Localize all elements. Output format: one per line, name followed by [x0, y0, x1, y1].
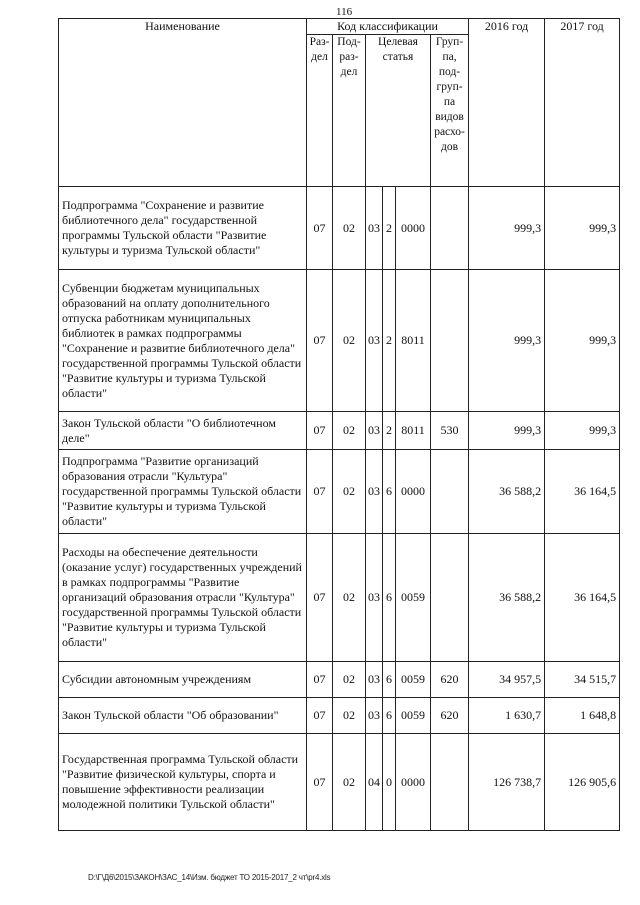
header-year-2016: 2016 год: [469, 19, 545, 187]
row-vid-rashodov: [431, 450, 469, 534]
row-cs-direction: 0059: [396, 534, 431, 662]
header-celevaya-statya: Целевая статья: [366, 35, 431, 187]
row-amount-2016: 999,3: [469, 412, 545, 450]
row-cs-program: 04: [366, 734, 383, 831]
budget-table: [58, 18, 620, 831]
row-podrazdel: 02: [333, 187, 366, 270]
row-podrazdel: 02: [333, 450, 366, 534]
row-vid-rashodov: [431, 734, 469, 831]
header-classification: Код классификации: [307, 19, 469, 35]
row-vid-rashodov: [431, 187, 469, 270]
row-cs-subprogram: 6: [383, 662, 396, 698]
row-vid-rashodov: 620: [431, 662, 469, 698]
row-name: Закон Тульской области "О библиотечном деле": [59, 412, 307, 450]
row-amount-2016: 36 588,2: [469, 534, 545, 662]
row-cs-program: 03: [366, 412, 383, 450]
row-cs-subprogram: 6: [383, 698, 396, 734]
row-cs-program: 03: [366, 187, 383, 270]
row-cs-subprogram: 0: [383, 734, 396, 831]
row-cs-direction: 0000: [396, 734, 431, 831]
row-vid-rashodov: [431, 534, 469, 662]
row-amount-2017: 36 164,5: [545, 534, 620, 662]
row-name: Субсидии автономным учреждениям: [59, 662, 307, 698]
row-amount-2017: 999,3: [545, 270, 620, 412]
table-row: [59, 450, 620, 534]
row-amount-2017: 34 515,7: [545, 662, 620, 698]
row-cs-subprogram: 2: [383, 270, 396, 412]
row-cs-program: 03: [366, 450, 383, 534]
row-amount-2017: 999,3: [545, 187, 620, 270]
row-cs-direction: 0000: [396, 187, 431, 270]
row-name: Государственная программа Тульской области "Развитие физической культуры, спорта и повышение эффективности реализации молодежной политики Тульской области": [59, 734, 307, 831]
row-amount-2016: 126 738,7: [469, 734, 545, 831]
row-amount-2016: 1 630,7: [469, 698, 545, 734]
page-number: 116: [336, 6, 353, 18]
row-amount-2016: 999,3: [469, 270, 545, 412]
row-name: Подпрограмма "Сохранение и развитие библиотечного дела" государственной программы Тульской области "Развитие культуры и туризма Тульской области": [59, 187, 307, 270]
row-razdel: 07: [307, 698, 333, 734]
header-year-2017: 2017 год: [545, 19, 620, 187]
table-row: [59, 534, 620, 662]
row-razdel: 07: [307, 187, 333, 270]
row-name: Субвенции бюджетам муниципальных образований на оплату дополнительного отпуска работникам муниципальных библиотек в рамках подпрограммы "Сохранение и развитие библиотечного дела" государственной программы Тульской области "Развитие культуры и туризма Тульской области": [59, 270, 307, 412]
row-podrazdel: 02: [333, 734, 366, 831]
header-gruppa-vidov-rashodov: Груп-па, под-груп-па видов расхо-дов: [431, 35, 469, 187]
row-amount-2017: 999,3: [545, 412, 620, 450]
row-cs-program: 03: [366, 698, 383, 734]
file-path-footer: D:\Г\Д6\2015\ЗАКОН\ЗАС_14\Изм. бюджет ТО 2015-2017_2 чт\pr4.xls: [88, 873, 331, 882]
header-razdel: Раз-дел: [307, 35, 333, 187]
row-vid-rashodov: [431, 270, 469, 412]
row-cs-subprogram: 2: [383, 187, 396, 270]
row-vid-rashodov: 530: [431, 412, 469, 450]
row-razdel: 07: [307, 662, 333, 698]
row-cs-direction: 0000: [396, 450, 431, 534]
row-vid-rashodov: 620: [431, 698, 469, 734]
header-name: Наименование: [59, 19, 307, 187]
row-cs-direction: 0059: [396, 698, 431, 734]
row-cs-direction: 8011: [396, 412, 431, 450]
row-podrazdel: 02: [333, 534, 366, 662]
row-cs-direction: 8011: [396, 270, 431, 412]
row-cs-subprogram: 6: [383, 450, 396, 534]
row-cs-direction: 0059: [396, 662, 431, 698]
row-amount-2016: 999,3: [469, 187, 545, 270]
table-row: [59, 412, 620, 450]
row-podrazdel: 02: [333, 698, 366, 734]
row-cs-program: 03: [366, 662, 383, 698]
row-podrazdel: 02: [333, 662, 366, 698]
row-name: Расходы на обеспечение деятельности (оказание услуг) государственных учреждений в рамках подпрограммы "Развитие организаций образования отрасли "Культура" государственной программы Тульской области "Развитие культуры и туризма Тульской области": [59, 534, 307, 662]
table-row: [59, 662, 620, 698]
row-amount-2017: 36 164,5: [545, 450, 620, 534]
row-name: Закон Тульской области "Об образовании": [59, 698, 307, 734]
table-row: [59, 734, 620, 831]
row-cs-program: 03: [366, 270, 383, 412]
row-razdel: 07: [307, 734, 333, 831]
row-razdel: 07: [307, 450, 333, 534]
table-row: [59, 270, 620, 412]
row-amount-2017: 1 648,8: [545, 698, 620, 734]
row-cs-subprogram: 6: [383, 534, 396, 662]
header-podrazdel: Под-раз-дел: [333, 35, 366, 187]
row-razdel: 07: [307, 412, 333, 450]
row-podrazdel: 02: [333, 412, 366, 450]
row-name: Подпрограмма "Развитие организаций образования отрасли "Культура" государственной программы Тульской области "Развитие культуры и туризма Тульской области": [59, 450, 307, 534]
row-amount-2016: 34 957,5: [469, 662, 545, 698]
row-amount-2016: 36 588,2: [469, 450, 545, 534]
row-cs-subprogram: 2: [383, 412, 396, 450]
table-row: [59, 698, 620, 734]
row-cs-program: 03: [366, 534, 383, 662]
row-amount-2017: 126 905,6: [545, 734, 620, 831]
table-row: [59, 187, 620, 270]
row-podrazdel: 02: [333, 270, 366, 412]
row-razdel: 07: [307, 534, 333, 662]
row-razdel: 07: [307, 270, 333, 412]
